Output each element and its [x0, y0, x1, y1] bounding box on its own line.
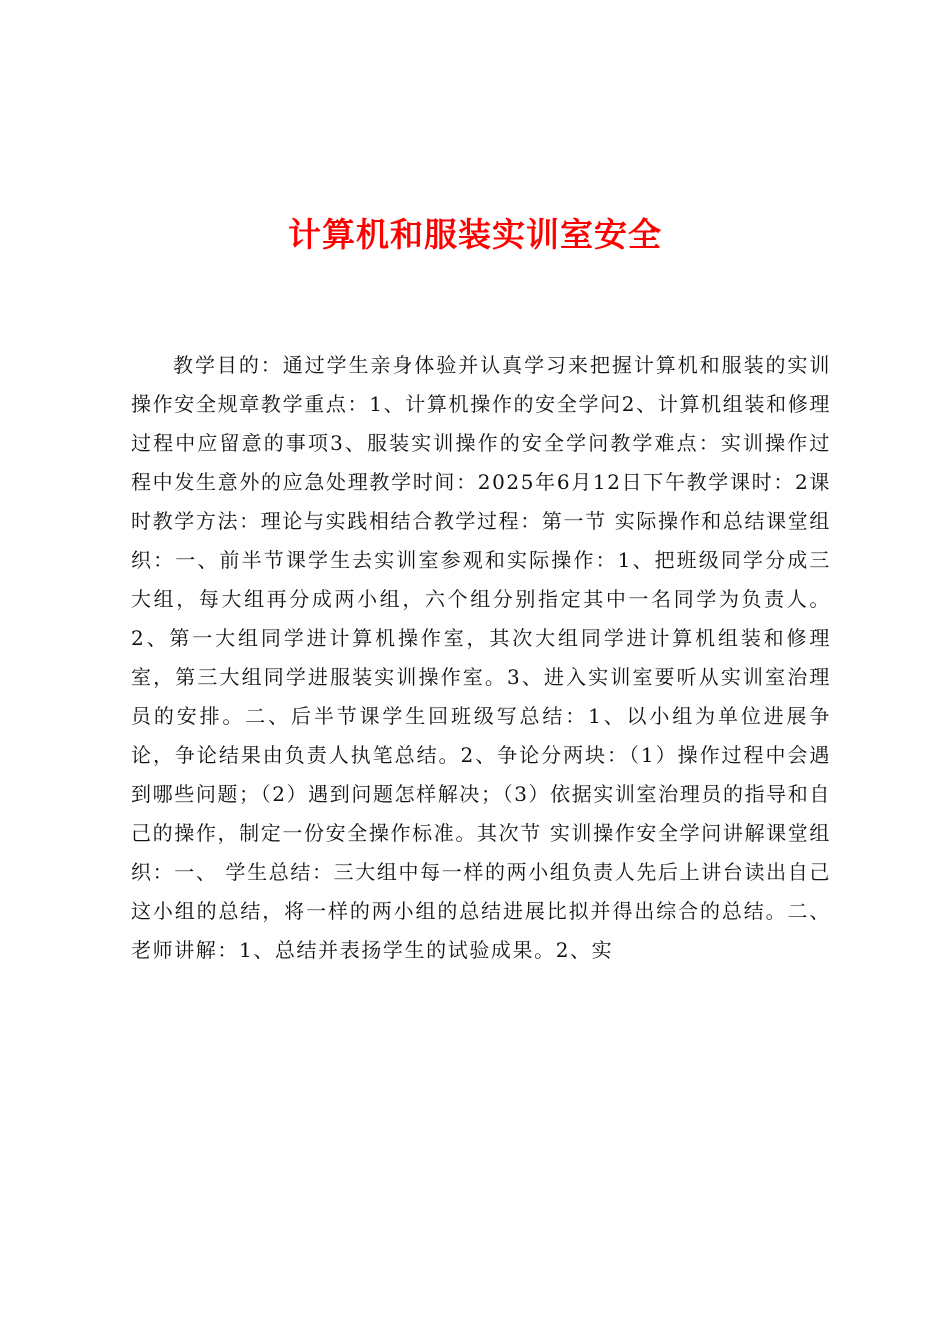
- document-body-paragraph: 教学目的：通过学生亲身体验并认真学习来把握计算机和服装的实训操作安全规章教学重点：1、计算机操作的安全学问2、计算机组装和修理过程中应留意的事项3、服装实训操作的安全学问教学难点：实训操作过程中发生意外的应急处理教学时间：2025年6月12日下午教学课时：2课时教学方法：理论与实践相结合教学过程：第一节 实际操作和总结课堂组织：一、前半节课学生去实训室参观和实际操作：1、把班级同学分成三大组，每大组再分成两小组，六个组分别指定其中一名同学为负责人。2、第一大组同学进计算机操作室，其次大组同学进计算机组装和修理室，第三大组同学进服装实训操作室。3、进入实训室要听从实训室治理员的安排。二、后半节课学生回班级写总结：1、以小组为单位进展争论，争论结果由负责人执笔总结。2、争论分两块：（1）操作过程中会遇到哪些问题；（2）遇到问题怎样解决；（3）依据实训室治理员的指导和自己的操作，制定一份安全操作标准。其次节 实训操作安全学问讲解课堂组织：一、 学生总结：三大组中每一样的两小组负责人先后上讲台读出自己这小组的总结，将一样的两小组的总结进展比拟并得出综合的总结。二、 老师讲解：1、总结并表扬学生的试验成果。2、实: [131, 353, 831, 962]
- document-title: 计算机和服装实训室安全: [288, 215, 662, 254]
